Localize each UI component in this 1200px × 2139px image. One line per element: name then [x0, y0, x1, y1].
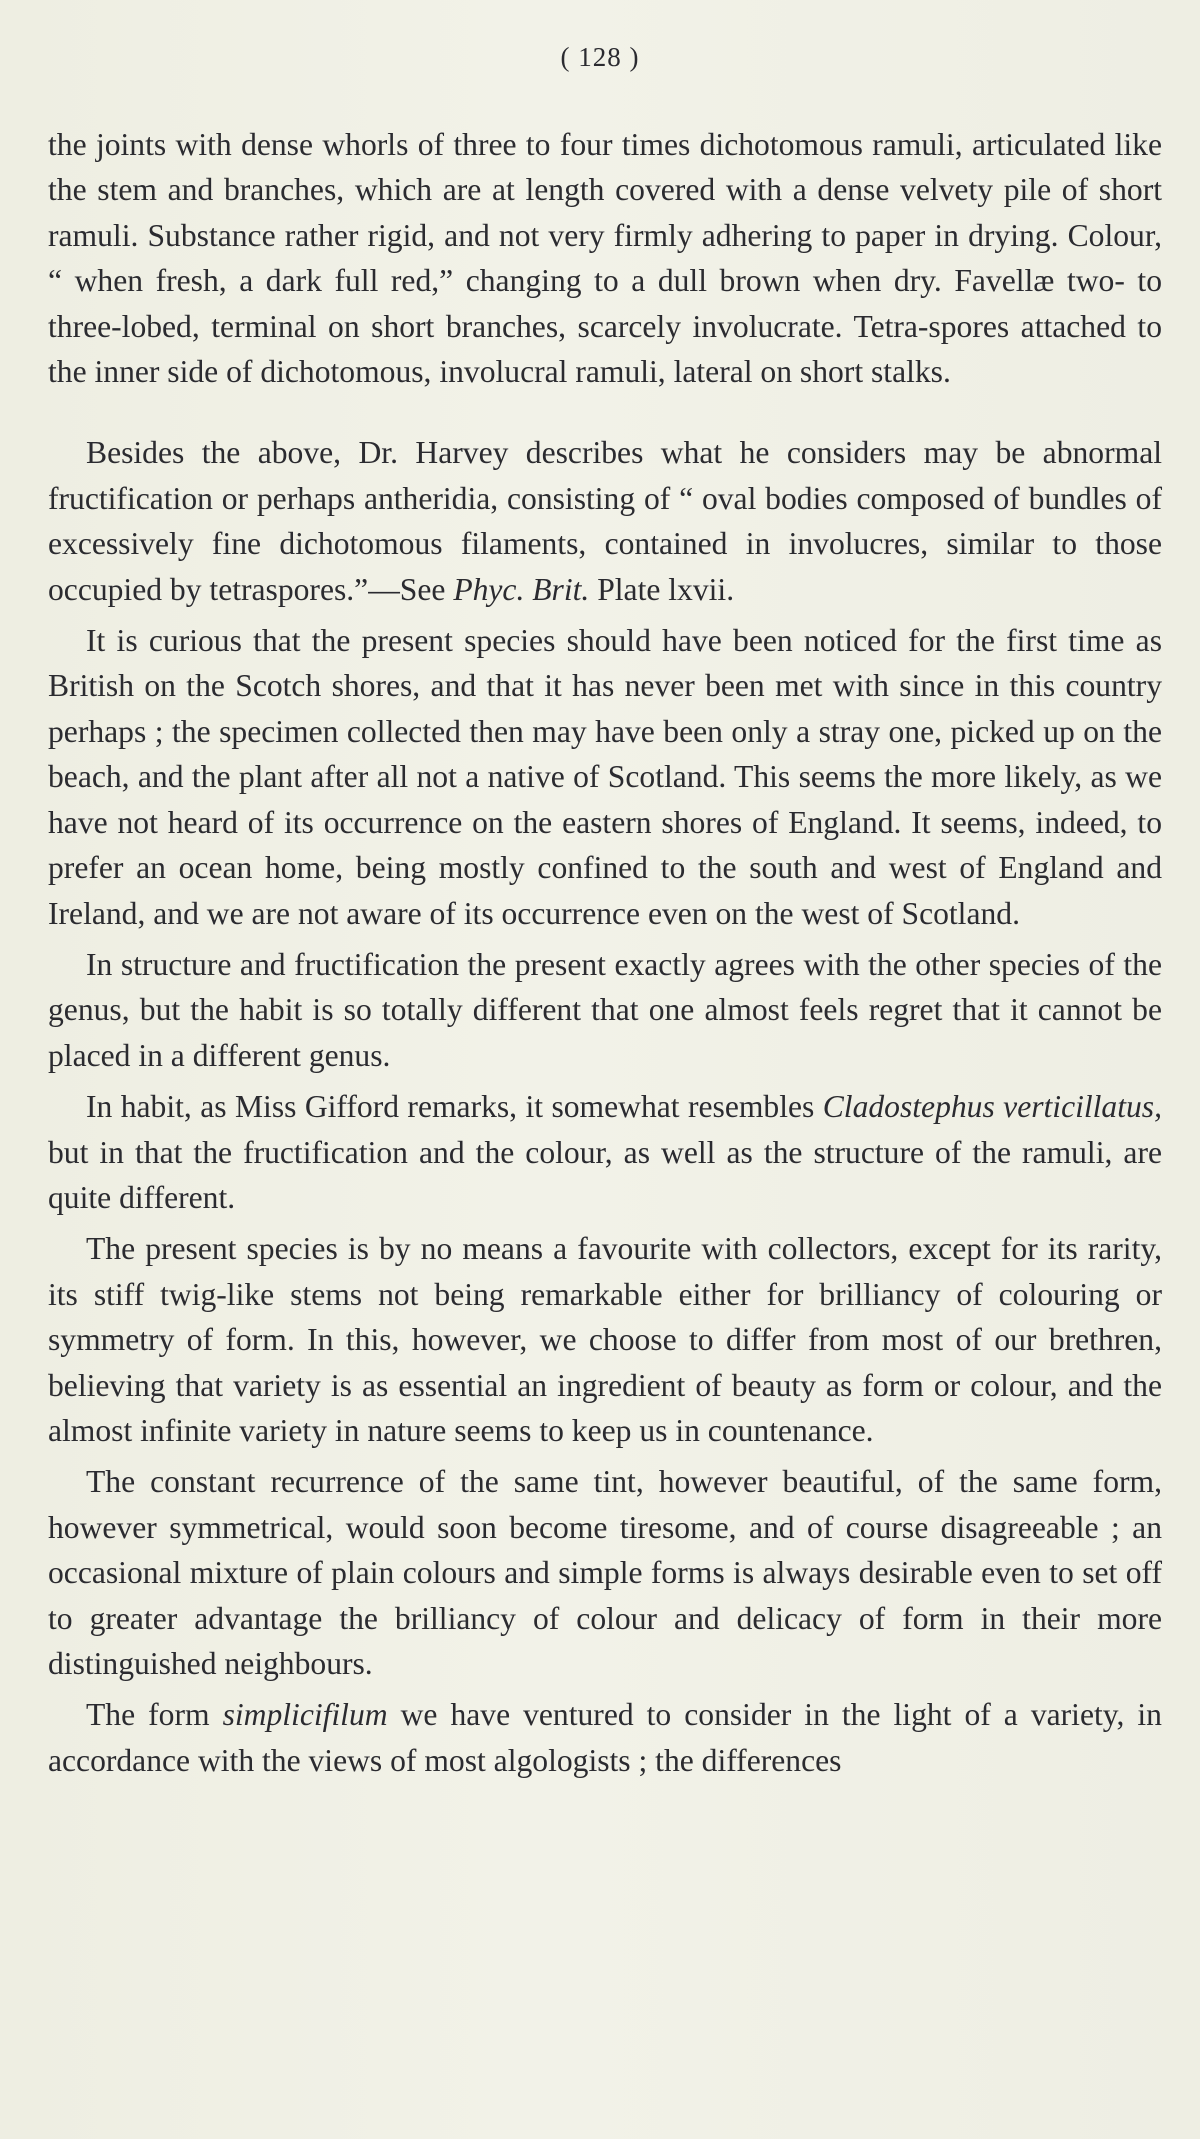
italic-form-name: simplicifilum: [222, 1697, 388, 1733]
paragraph-habit: [48, 1084, 1162, 1220]
paragraph-collectors: The present species is by no means a favourite with collectors, except for its rarity, its stiff twig-like stems not being remarkable either for brilliancy of colouring or symmetry of form. In this, however, we choose to differ from most of our brethren, believing that variety is as essential an ingredient of beauty as form or colour, and the almost infinite variety in nature seems to keep us in countenance.: [48, 1231, 1162, 1448]
paragraph-text: Plate lxvii.: [589, 571, 735, 607]
paragraph-text: Besides the above, Dr. Harvey describes what he considers may be abnormal fructification or perhaps antheridia, consisting of “ oval bodies composed of bundles of excessively fine dichotomous filaments, contained in involucres, similar to those occupied by tetraspores.”—See: [48, 435, 1162, 607]
paragraph-harvey-fructification: [48, 430, 1162, 612]
paragraph-text: but in that the fructification and the colour, as well as the structure of the ramuli, are quite different.: [48, 1134, 1162, 1215]
paragraph-scotch-shores: It is curious that the present species should have been noticed for the first time as British on the Scotch shores, and that it has never been met with since in this country perhaps ; the specimen collected then may have been only a stray one, picked up on the beach, and the plant after all not a native of Scotland. This seems the more likely, as we have not heard of its occurrence on the eastern shores of England. It seems, indeed, to prefer an ocean home, being mostly confined to the south and west of England and Ireland, and we are not aware of its occurrence even on the west of Scotland.: [48, 623, 1162, 931]
body-text: [48, 122, 1162, 1783]
paragraph-structure: In structure and fructification the present exactly agrees with the other species of the genus, but the habit is so totally different that one almost feels regret that it cannot be placed in a different genus.: [48, 946, 1162, 1073]
paragraph-recurrence: The constant recurrence of the same tint, however beautiful, of the same form, however symmetrical, would soon become tiresome, and of course disagreeable ; an occasional mixture of plain colours and simple forms is always desirable even to set off to greater advantage the brilliancy of colour and delicacy of form in their more distinguished neighbours.: [48, 1464, 1162, 1681]
italic-species-name: Cladostephus verticillatus,: [822, 1089, 1162, 1125]
paragraph-text: we have ventured to consider in the light of a variety, in accordance with the views of most algologists ; the differences: [48, 1697, 1162, 1778]
paragraph-text: The form: [86, 1697, 223, 1733]
paragraph-text: In habit, as Miss Gifford remarks, it somewhat resembles: [86, 1089, 823, 1125]
paragraph-continued-description: the joints with dense whorls of three to four times dichotomous ramuli, articulated like the stem and branches, which are at length covered with a dense velvety pile of short ramuli. Substance rather rigid, and not very firmly adhering to paper in drying. Colour, “ when fresh, a dark full red,” changing to a dull brown when dry. Favellæ two- to three-lobed, terminal on short branches, scarcely involucrate. Tetra-spores attached to the inner side of dichotomous, involucral ramuli, lateral on short stalks.: [48, 127, 1162, 390]
italic-citation: Phyc. Brit.: [453, 571, 590, 607]
paragraph-simplicifilum: [48, 1692, 1162, 1783]
page-number: ( 128 ): [560, 42, 640, 72]
